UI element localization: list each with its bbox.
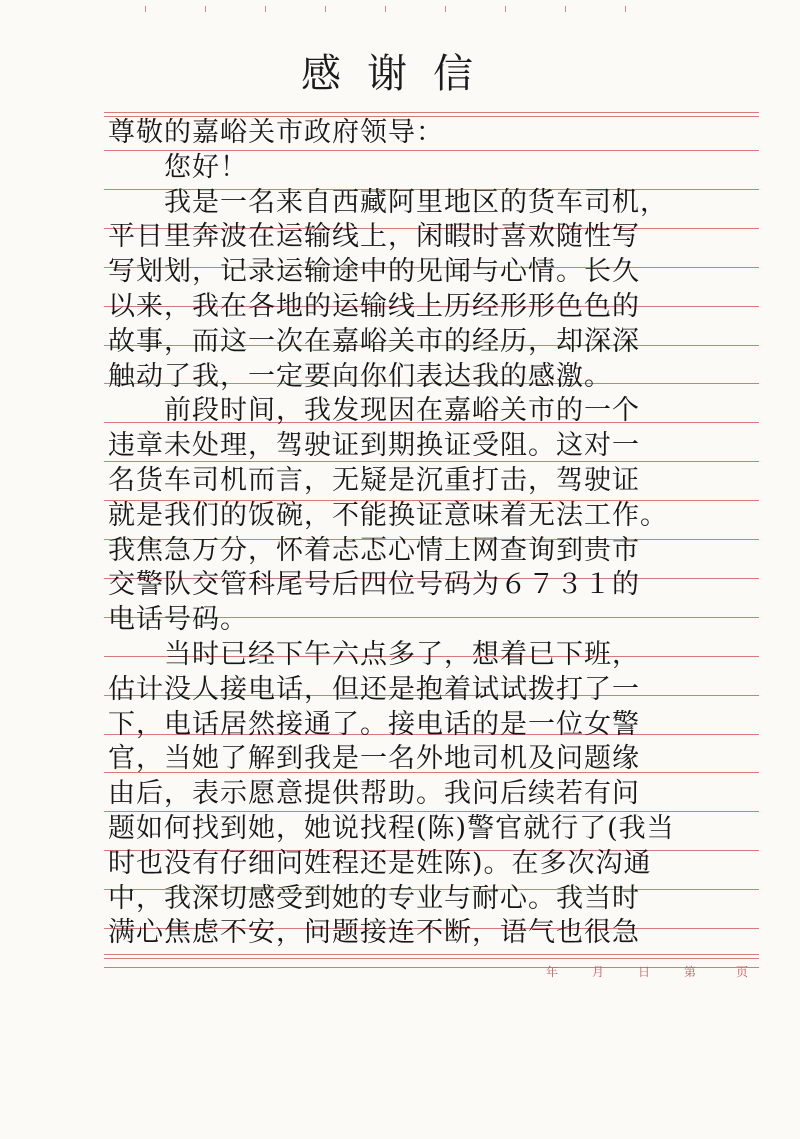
letter-line: 估计没人接电话，但还是抱着试试拨打了一 bbox=[108, 674, 640, 705]
letter-line: 以来，我在各地的运输线上历经形形色色的 bbox=[108, 291, 640, 322]
letter-line: 违章未处理，驾驶证到期换证受阻。这对一 bbox=[108, 430, 640, 461]
letter-line: 我是一名来自西藏阿里地区的货车司机， bbox=[108, 187, 668, 218]
footer-month: 月 bbox=[592, 965, 605, 979]
letter-line: 题如何找到她，她说找程(陈)警官就行了(我当 bbox=[108, 813, 675, 844]
top-tick-marks bbox=[145, 6, 655, 12]
letter-line: 满心焦虑不安，问题接连不断，语气也很急 bbox=[108, 917, 640, 948]
rule-line bbox=[104, 954, 759, 959]
footer-page-suffix: 页 bbox=[736, 965, 749, 979]
page-footer bbox=[540, 963, 760, 983]
letter-line: 官，当她了解到我是一名外地司机及问题缘 bbox=[108, 743, 640, 774]
footer-year: 年 bbox=[546, 965, 559, 979]
letter-line: 名货车司机而言，无疑是沉重打击，驾驶证 bbox=[108, 465, 640, 496]
letter-line: 您好！ bbox=[108, 152, 248, 183]
footer-day: 日 bbox=[638, 965, 651, 979]
letter-line: 故事，而这一次在嘉峪关市的经历，却深深 bbox=[108, 326, 640, 357]
letter-line: 中，我深切感受到她的专业与耐心。我当时 bbox=[108, 883, 640, 914]
letter-line: 下，电话居然接通了。接电话的是一位女警 bbox=[108, 709, 640, 740]
letter-line: 尊敬的嘉峪关市政府领导： bbox=[108, 117, 444, 148]
letter-line: 时也没有仔细问姓程还是姓陈)。在多次沟通 bbox=[108, 848, 652, 879]
letter-title: 感谢信 bbox=[301, 51, 499, 97]
letter-line: 我焦急万分，怀着忐忑心情上网查询到贵市 bbox=[108, 535, 640, 566]
letter-line: 由后，表示愿意提供帮助。我问后续若有问 bbox=[108, 778, 640, 809]
letter-line: 就是我们的饭碗，不能换证意味着无法工作。 bbox=[108, 500, 668, 531]
letter-line: 交警队交管科尾号后四位号码为６７３１的 bbox=[108, 569, 640, 600]
letter-line: 当时已经下午六点多了，想着已下班， bbox=[108, 639, 640, 670]
letter-line: 写划划，记录运输途中的见闻与心情。长久 bbox=[108, 256, 640, 287]
letter-line: 前段时间，我发现因在嘉峪关市的一个 bbox=[108, 395, 640, 426]
letter-line: 平日里奔波在运输线上，闲暇时喜欢随性写 bbox=[108, 221, 640, 252]
footer-page-prefix: 第 bbox=[684, 965, 697, 979]
letter-line: 电话号码。 bbox=[108, 604, 248, 635]
letter-line: 触动了我，一定要向你们表达我的感激。 bbox=[108, 361, 612, 392]
